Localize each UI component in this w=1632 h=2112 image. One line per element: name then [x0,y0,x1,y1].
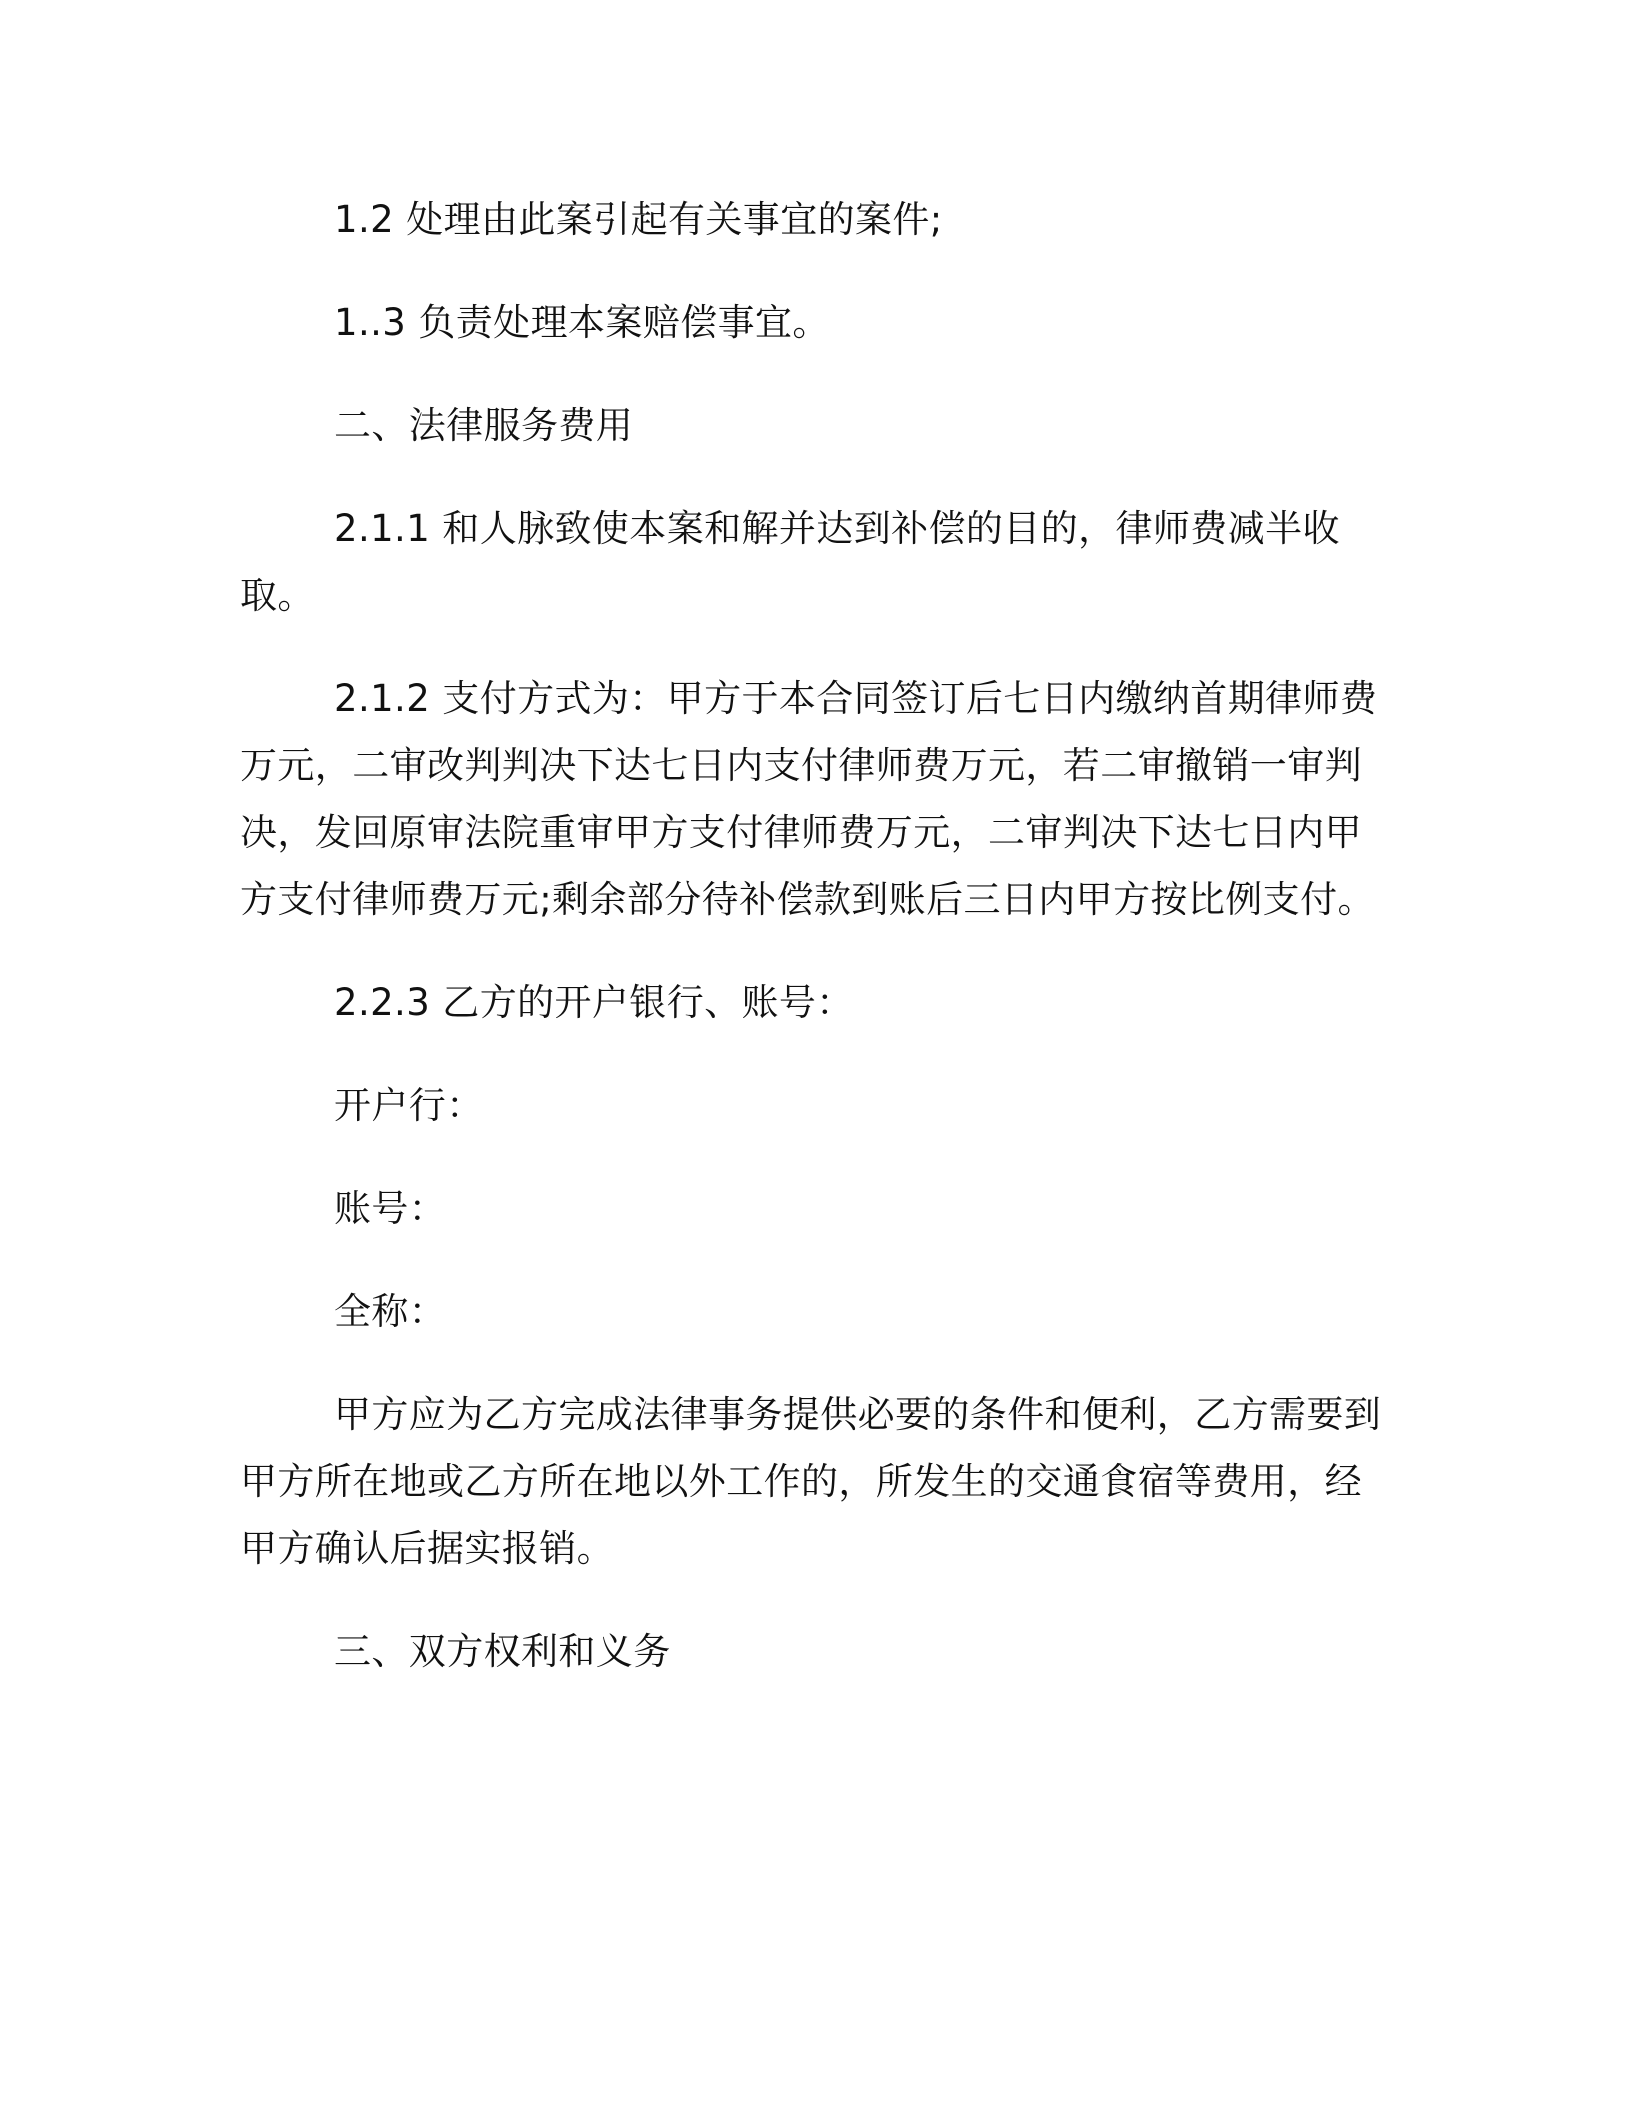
section-heading-2: 二、法律服务费用 [334,404,634,447]
account-holder-field: 全称： [334,1290,447,1333]
section-heading-3: 三、双方权利和义务 [334,1630,671,1673]
clause-2-1-2: 2.1.2 支付方式为：甲方于本合同签订后七日内缴纳首期律师费万元，二审改判判决下达七日内支付律师费万元，若二审撤销一审判决，发回原审法院重审甲方支付律师费万元，二审判决下达七日内甲方支付律师费万元;剩余部分待补偿款到账后三日内甲方按比例支付。 [240,677,1378,921]
bank-name-field: 开户行： [334,1084,484,1127]
account-number-field: 账号： [334,1187,447,1230]
clause-1-2: 1.2 处理由此案引起有关事宜的案件; [334,198,943,241]
expenses-paragraph: 甲方应为乙方完成法律事务提供必要的条件和便利，乙方需要到甲方所在地或乙方所在地以外工作的，所发生的交通食宿等费用，经甲方确认后据实报销。 [240,1393,1382,1570]
document-body [240,186,1382,1721]
clause-1-3: 1..3 负责处理本案赔偿事宜。 [334,301,830,344]
clause-2-2-3: 2.2.3 乙方的开户银行、账号： [334,981,854,1024]
clause-2-1-1: 2.1.1 和人脉致使本案和解并达到补偿的目的，律师费减半收取。 [240,507,1340,617]
